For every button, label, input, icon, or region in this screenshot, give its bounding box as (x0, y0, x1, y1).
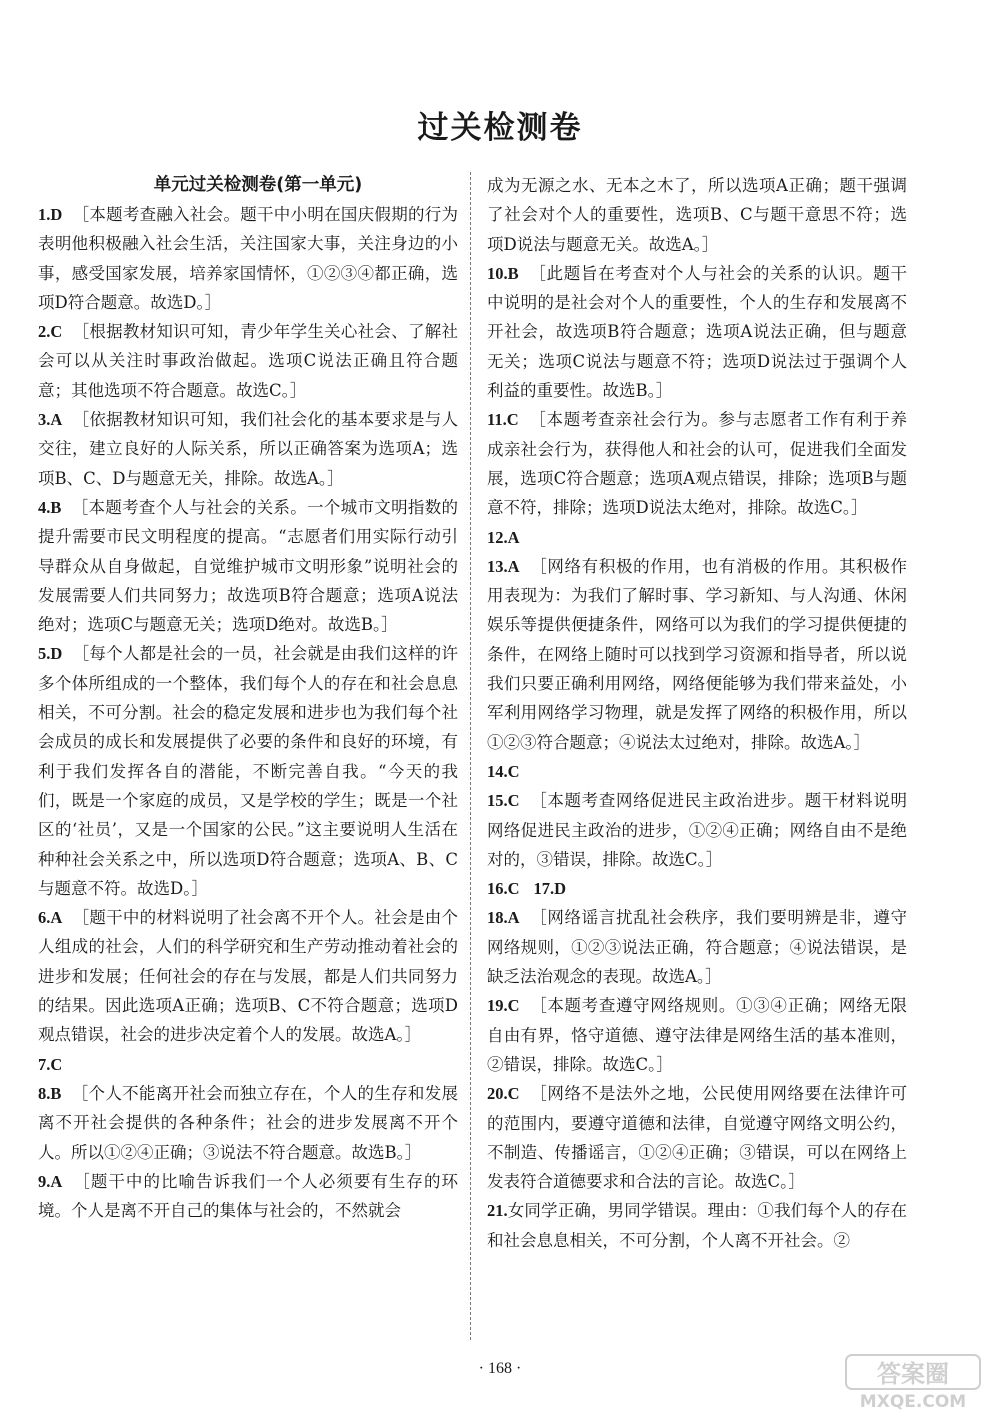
answer-letter: C (507, 996, 520, 1016)
answer-explanation: 女同学正确，男同学错误。理由：①我们每个人的存在和社会息息相关，不可分割，个人离不开社会。② (487, 1201, 907, 1250)
page-title: 过关检测卷 (417, 110, 583, 146)
answer-item (487, 757, 907, 786)
question-number: 19. (487, 996, 508, 1016)
answer-item (38, 1167, 458, 1226)
answer-letter: A (50, 908, 63, 928)
question-number: 13. (487, 556, 508, 576)
question-number: 11. (487, 410, 507, 430)
watermark-top-text: 答案圈 (877, 1360, 949, 1388)
question-number: 16. (487, 879, 508, 899)
question-number: 18. (487, 908, 508, 928)
answer-item (38, 493, 458, 639)
question-number: 5. (38, 644, 51, 664)
answer-letter: D (554, 879, 567, 899)
answer-letter: C (507, 761, 520, 781)
answer-letter: C (50, 1054, 63, 1074)
answer-item (487, 991, 907, 1079)
answer-letter: C (507, 1084, 520, 1104)
question-number: 21. (487, 1201, 508, 1221)
answer-item (487, 259, 907, 405)
question-number: 20. (487, 1084, 508, 1104)
question-number: 14. (487, 761, 508, 781)
answer-letter: C (507, 791, 520, 811)
section-title: 单元过关检测卷(第一单元) (153, 175, 363, 195)
answer-item (38, 317, 458, 405)
right-answer-list (487, 171, 907, 1255)
question-number: 1. (38, 205, 51, 224)
watermark-logo (838, 1351, 988, 1413)
question-number: 7. (38, 1054, 51, 1074)
column-divider (470, 172, 471, 1340)
answer-item (38, 1050, 458, 1079)
question-number: 2. (38, 322, 51, 342)
answer-explanation: ［本题考查融入社会。题干中小明在国庆假期的行为表明他积极融入社会生活，关注国家大事，关注身边的小事，感受国家发展，培养家国情怀，①②③④都正确，选项D符合题意。故选D。］ (38, 205, 458, 312)
answer-letter: D (50, 205, 63, 224)
answer-letter: B (507, 263, 519, 283)
answer-item (38, 1079, 458, 1167)
answer-letter: A (507, 908, 520, 928)
answer-item (487, 405, 907, 522)
answer-item (487, 1079, 907, 1196)
answer-explanation: ［本题考查网络促进民主政治进步。题干材料说明网络促进民主政治的进步，①②④正确；网络自由不是绝对的，③错误，排除。故选C。］ (487, 791, 907, 869)
answer-explanation: ［题干中的比喻告诉我们一个人必须要有生存的环境。个人是离不开自己的集体与社会的，不然就会 (38, 1171, 458, 1221)
answer-letter: B (50, 1083, 62, 1103)
answer-explanation: ［网络有积极的作用，也有消极的作用。其积极作用表现为：为我们了解时事、学习新知、与人沟通、休闲娱乐等提供便捷条件，网络可以为我们的学习提供便捷的条件，在网络上随时可以找到学习资源和指导者，所以说我们只要正确利用网络，网络便能够为我们带来益处，小军利用网络学习物理，就是发挥了网络的积极作用，所以①②③符合题意；④说法太过绝对，排除。故选A。］ (487, 556, 907, 752)
answer-explanation: ［依据教材知识可知，我们社会化的基本要求是与人交往，建立良好的人际关系，所以正确答案为选项A；选项B、C、D与题意无关，排除。故选A。］ (38, 410, 458, 488)
answer-item (38, 200, 458, 317)
question-number: 6. (38, 908, 51, 928)
answer-item (38, 903, 458, 1049)
answer-letter: A (50, 1171, 63, 1191)
answer-item (487, 523, 907, 552)
answer-letter: A (507, 556, 520, 576)
answer-explanation: ［根据教材知识可知，青少年学生关心社会、了解社会可以从关注时事政治做起。选项C说法正确且符合题意；其他选项不符合题意。故选C。］ (38, 322, 458, 400)
page-number: · 168 · (478, 1360, 522, 1377)
answer-explanation: ［网络谣言扰乱社会秩序，我们要明辨是非，遵守网络规则，①②③说法正确，符合题意；④说法错误，是缺乏法治观念的表现。故选A。］ (487, 908, 907, 987)
answer-explanation: ［本题考查遵守网络规则。①③④正确；网络无限自由有界，恪守道德、遵守法律是网络生活的基本准则，②错误，排除。故选C。］ (487, 996, 907, 1074)
answer-explanation: ［本题考查个人与社会的关系。一个城市文明指数的提升需要市民文明程度的提高。“志愿者们用实际行动引导群众从自身做起，自觉维护城市文明形象”说明社会的发展需要人们共同努力；故选项B符合题意；选项A说法绝对；选项C与题意无关；选项D绝对。故选B。］ (38, 497, 458, 635)
answer-explanation: ［个人不能离开社会而独立存在，个人的生存和发展离不开社会提供的各种条件；社会的进步发展离不开个人。所以①②④正确；③说法不符合题意。故选B。］ (38, 1083, 458, 1162)
answer-item (487, 786, 907, 874)
question-number: 12. (487, 527, 508, 547)
answer-explanation: ［题干中的材料说明了社会离不开个人。社会是由个人组成的社会，人们的科学研究和生产劳动推动着社会的进步和发展；任何社会的存在与发展，都是人们共同努力的结果。因此选项A正确；选项B、C不符合题意；选项D观点错误，社会的进步决定着个人的发展。故选A。］ (38, 908, 458, 1045)
answer-item (487, 171, 907, 259)
answer-letter: C (507, 879, 520, 899)
question-number: 8. (38, 1083, 51, 1103)
answer-item (487, 903, 907, 991)
question-number: 10. (487, 263, 508, 283)
question-number: 9. (38, 1171, 51, 1191)
question-number: 15. (487, 791, 508, 811)
answer-explanation: ［本题考查亲社会行为。参与志愿者工作有利于养成亲社会行为，获得他人和社会的认可，促进我们全面发展，选项C符合题意；选项A观点错误，排除；选项B与题意不符，排除；选项D说法太绝对，排除。故选C。］ (487, 410, 907, 518)
right-column (487, 171, 907, 1255)
answer-letter: C (50, 322, 63, 342)
answer-item (487, 874, 907, 903)
answer-explanation: ［网络不是法外之地，公民使用网络要在法律许可的范围内，要遵守道德和法律，自觉遵守网络文明公约，不制造、传播谣言，①②④正确；③错误，可以在网络上发表符合道德要求和合法的言论。故选C。］ (487, 1084, 907, 1192)
answer-explanation: ［此题旨在考查对个人与社会的关系的认识。题干中说明的是社会对个人的重要性，个人的生存和发展离不开社会，故选项B符合题意；选项A说法正确，但与题意无关；选项C说法与题意不符；选项D说法过于强调个人利益的重要性。故选B。］ (487, 263, 907, 401)
left-column (38, 170, 458, 1225)
answer-item (38, 405, 458, 493)
answer-letter: A (507, 527, 520, 547)
answer-item (487, 552, 907, 757)
left-answer-list (38, 200, 458, 1225)
answer-explanation: 成为无源之水、无本之木了，所以选项A正确；题干强调了社会对个人的重要性，选项B、C与题干意思不符；选项D说法与题意无关。故选A。］ (487, 176, 907, 254)
answer-letter: C (506, 410, 519, 430)
answer-letter: D (50, 644, 63, 664)
answer-letter: B (50, 497, 62, 517)
question-number: 3. (38, 410, 51, 430)
answer-letter: A (50, 410, 63, 430)
answer-explanation: ［每个人都是社会的一员，社会就是由我们这样的许多个体所组成的一个整体，我们每个人的存在和社会息息相关，不可分割。社会的稳定发展和进步也为我们每个社会成员的成长和发展提供了必要的条件和良好的环境，有利于我们发挥各自的潜能，不断完善自我。“今天的我们，既是一个家庭的成员，又是学校的学生；既是一个社区的‘社员’，又是一个国家的公民。”这主要说明人生活在种种社会关系之中，所以选项D符合题意；选项A、B、C与题意不符。故选D。］ (38, 644, 458, 898)
question-number: 17. (533, 879, 555, 899)
watermark-bottom-text: MXQE.COM (859, 1392, 967, 1412)
question-number: 4. (38, 497, 51, 517)
answer-item (487, 1196, 907, 1255)
answer-item (38, 639, 458, 903)
